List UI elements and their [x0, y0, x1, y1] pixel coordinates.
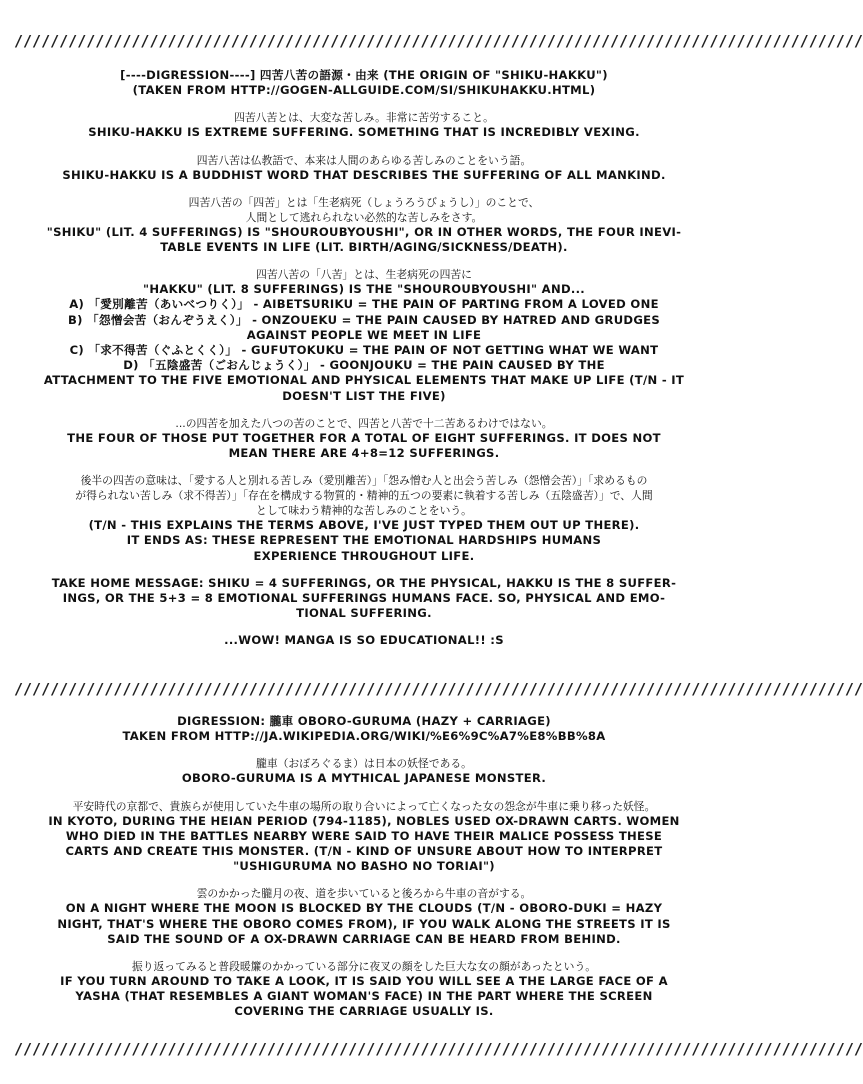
- japanese-line: 人間として逃れられない必然的な苦しみをさす。: [245, 210, 483, 224]
- translation-line: YASHA (THAT RESEMBLES A GIANT WOMAN'S FACE) IN THE PART WHERE THE SCREEN: [75, 989, 653, 1004]
- closing-remark: ...WOW! MANGA IS SO EDUCATIONAL!! :S: [224, 633, 504, 648]
- translation-line: SHIKU-HAKKU IS A BUDDHIST WORD THAT DESCRIBES THE SUFFERING OF ALL MANKIND.: [62, 167, 666, 182]
- translation-line: ON A NIGHT WHERE THE MOON IS BLOCKED BY THE CLOUDS (T/N - OBORO-DUKI = HAZY: [65, 901, 663, 916]
- japanese-line: 朧車（おぼろぐるま）は日本の妖怪である。: [256, 757, 472, 771]
- japanese-line: 四苦八苦は仏教語で、本来は人間のあらゆる苦しみのことをいう語。: [196, 153, 532, 167]
- translation-line: OBORO-GURUMA IS A MYTHICAL JAPANESE MONSTER.: [181, 771, 547, 786]
- translation-line: CARTS AND CREATE THIS MONSTER. (T/N - KIND OF UNSURE ABOUT HOW TO INTERPRET: [65, 844, 663, 859]
- japanese-line: が得られない苦しみ（求不得苦）」「存在を構成する物質的・精神的五つの要素に執着する苦しみ（五陰盛苦）」で、人間: [75, 489, 653, 503]
- japanese-line: として味わう精神的な苦しみのことをいう。: [256, 504, 472, 518]
- list-item-b: B) 「怨憎会苦（おんぞうえく）」 - ONZOUEKU = THE PAIN CAUSED BY HATRED AND GRUDGES: [67, 312, 661, 327]
- take-home-message: TIONAL SUFFERING.: [296, 606, 432, 621]
- translation-line: TABLE EVENTS IN LIFE (LIT. BIRTH/AGING/SICKNESS/DEATH).: [160, 240, 568, 255]
- list-item-c: C) 「求不得苦（ぐふとくく）」 - GUFUTOKUKU = THE PAIN OF NOT GETTING WHAT WE WANT: [69, 343, 659, 358]
- japanese-line: 平安時代の京都で、貴族らが使用していた牛車の場所の取り合いによって亡くなった女の怨念が牛車に乗り移った妖怪。: [72, 799, 656, 813]
- translation-line: MEAN THERE ARE 4+8=12 SUFFERINGS.: [228, 446, 500, 461]
- translation-line: COVERING THE CARRIAGE USUALLY IS.: [234, 1004, 494, 1019]
- shiku-hakku-section: [24, 68, 704, 649]
- japanese-line: 後半の四苦の意味は、「愛する人と別れる苦しみ（愛別離苦）」「怨み憎む人と出会う苦しみ（怨憎会苦）」「求めるもの: [80, 474, 648, 488]
- section-source: (TAKEN FROM HTTP://GOGEN-ALLGUIDE.COM/SI/SHIKUHAKKU.HTML): [132, 83, 596, 98]
- list-item-b-cont: AGAINST PEOPLE WE MEET IN LIFE: [246, 327, 482, 342]
- bottom-divider: //////////////////////////////////////////////////////////////////////////////////////////////: [14, 1040, 863, 1058]
- japanese-line: 雲のかかった朧月の夜、道を歩いていると後ろから牛車の音がする。: [196, 887, 532, 901]
- japanese-line: 振り返ってみると普段暖簾のかかっている部分に夜叉の顔をした巨大な女の顔があったという。: [131, 960, 597, 974]
- oboro-guruma-section: [24, 714, 704, 1020]
- translation-line: NIGHT, THAT'S WHERE THE OBORO COMES FROM), IF YOU WALK ALONG THE STREETS IT IS: [57, 916, 671, 931]
- translation-line: WHO DIED IN THE BATTLES NEARBY WERE SAID TO HAVE THEIR MALICE POSSESS THESE: [65, 828, 663, 843]
- translation-line: SHIKU-HAKKU IS EXTREME SUFFERING. SOMETHING THAT IS INCREDIBLY VEXING.: [88, 125, 640, 140]
- list-item-a: A) 「愛別離苦（あいべつりく）」 - AIBETSURIKU = THE PAIN OF PARTING FROM A LOVED ONE: [69, 297, 659, 312]
- japanese-line: ...の四苦を加えた八つの苦のことで、四苦と八苦で十二苦あるわけではない。: [175, 416, 553, 430]
- list-item-d: D) 「五陰盛苦（ごおんじょうく）」 - GOONJOUKU = THE PAIN CAUSED BY THE: [123, 358, 605, 373]
- japanese-line: 四苦八苦の「八苦」とは、生老病死の四苦に: [256, 268, 472, 282]
- translation-line: "HAKKU" (LIT. 8 SUFFERINGS) IS THE "SHOUROUBYOUSHI" AND...: [143, 282, 585, 297]
- translation-line: "USHIGURUMA NO BASHO NO TORIAI"): [233, 859, 495, 874]
- section-source: TAKEN FROM HTTP://JA.WIKIPEDIA.ORG/WIKI/%E6%9C%A7%E8%BB%8A: [122, 729, 606, 744]
- translation-line: THE FOUR OF THOSE PUT TOGETHER FOR A TOTAL OF EIGHT SUFFERINGS. IT DOES NOT: [67, 430, 661, 445]
- translation-line: IT ENDS AS: THESE REPRESENT THE EMOTIONAL HARDSHIPS HUMANS: [126, 533, 602, 548]
- middle-divider: //////////////////////////////////////////////////////////////////////////////////////////////: [14, 680, 863, 698]
- take-home-message: INGS, OR THE 5+3 = 8 EMOTIONAL SUFFERINGS HUMANS FACE. SO, PHYSICAL AND EMO-: [62, 591, 666, 606]
- japanese-line: 四苦八苦とは、大変な苦しみ。非常に苦労すること。: [234, 111, 494, 125]
- translator-note: (T/N - THIS EXPLAINS THE TERMS ABOVE, I'VE JUST TYPED THEM OUT UP THERE).: [88, 518, 640, 533]
- japanese-line: 四苦八苦の「四苦」とは「生老病死（しょうろうびょうし）」のことで、: [188, 195, 540, 209]
- translation-line: "SHIKU" (LIT. 4 SUFFERINGS) IS "SHOUROUBYOUSHI", OR IN OTHER WORDS, THE FOUR INEVI-: [46, 224, 682, 239]
- top-divider: //////////////////////////////////////////////////////////////////////////////////////////////: [14, 32, 863, 50]
- section-title: DIGRESSION: 朧車 OBORO-GURUMA (HAZY + CARRIAGE): [177, 714, 551, 728]
- section-title: [----DIGRESSION----] 四苦八苦の語源・由来 (THE ORIGIN OF "SHIKU-HAKKU"): [120, 68, 608, 82]
- list-item-d-cont: ATTACHMENT TO THE FIVE EMOTIONAL AND PHYSICAL ELEMENTS THAT MAKE UP LIFE (T/N - IT: [43, 373, 685, 388]
- take-home-message: TAKE HOME MESSAGE: SHIKU = 4 SUFFERINGS, OR THE PHYSICAL, HAKKU IS THE 8 SUFFER-: [51, 575, 677, 590]
- translation-line: SAID THE SOUND OF A OX-DRAWN CARRIAGE CAN BE HEARD FROM BEHIND.: [107, 931, 621, 946]
- translation-line: EXPERIENCE THROUGHOUT LIFE.: [253, 548, 475, 563]
- list-item-d-cont: DOESN'T LIST THE FIVE): [282, 388, 446, 403]
- translation-line: IN KYOTO, DURING THE HEIAN PERIOD (794-1185), NOBLES USED OX-DRAWN CARTS. WOMEN: [48, 813, 680, 828]
- translation-line: IF YOU TURN AROUND TO TAKE A LOOK, IT IS SAID YOU WILL SEE A THE LARGE FACE OF A: [60, 974, 668, 989]
